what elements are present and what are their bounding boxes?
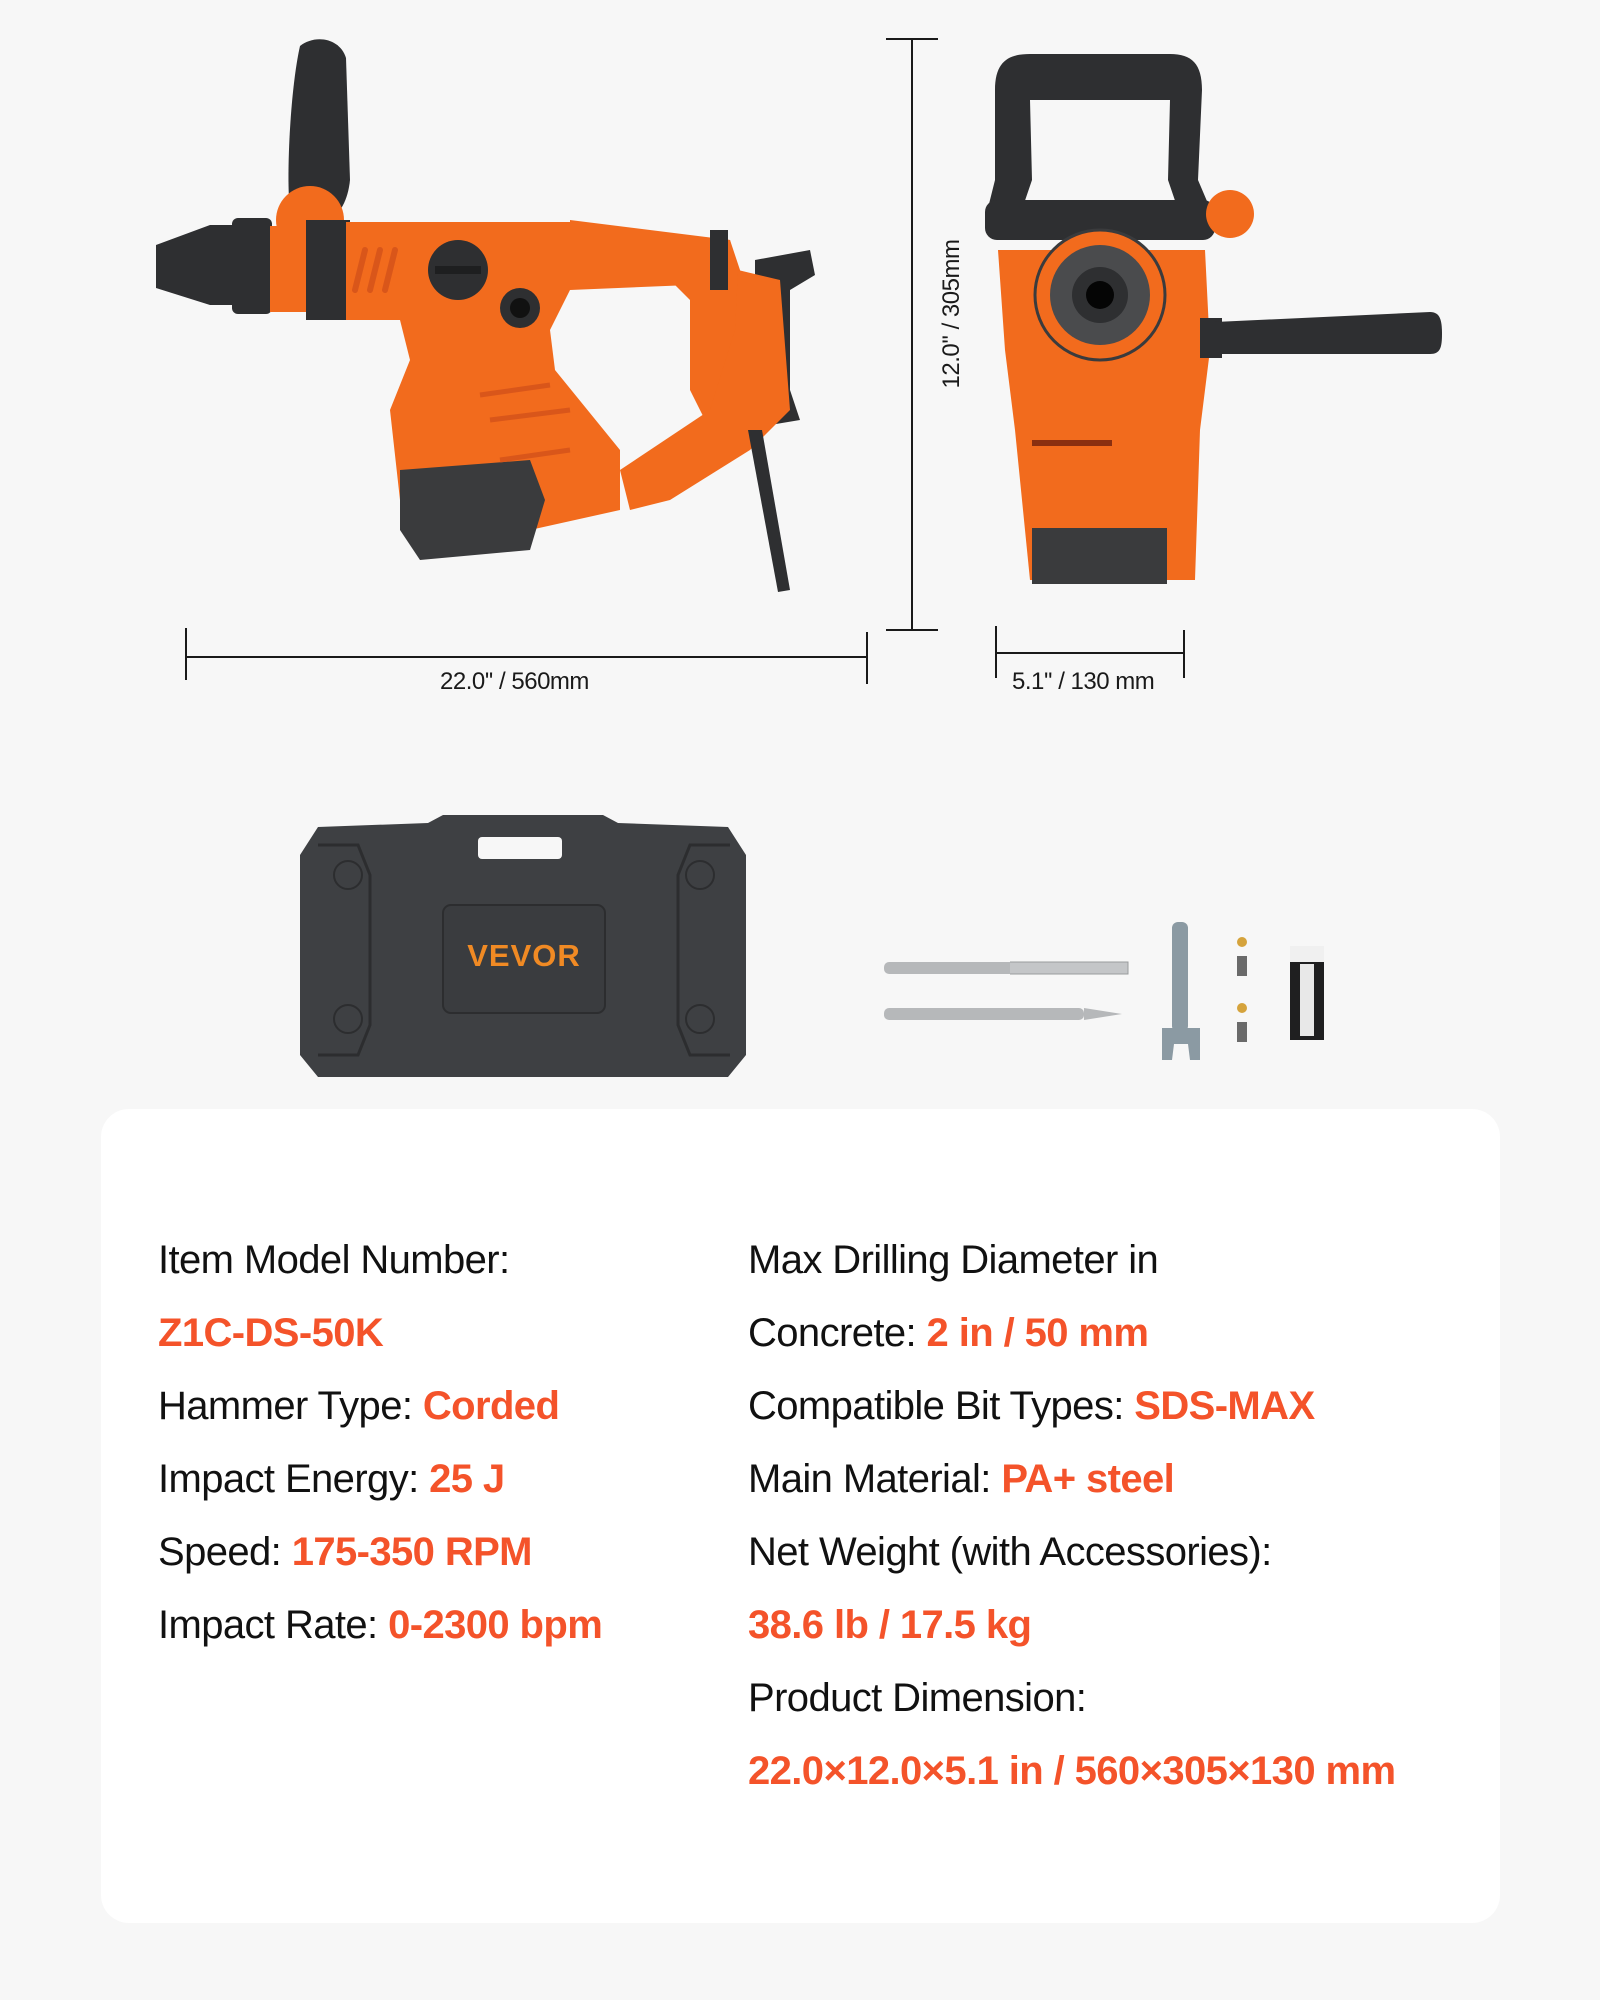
wrench-icon bbox=[1162, 922, 1200, 1060]
carry-case-image bbox=[298, 815, 750, 1087]
case-brand-logo: VEVOR bbox=[467, 938, 581, 973]
accessories-image bbox=[870, 900, 1350, 1080]
spec-impact-energy: Impact Energy: 25 J bbox=[158, 1457, 505, 1501]
rotary-hammer-side-view-image bbox=[150, 30, 850, 630]
spec-net-weight-label: Net Weight (with Accessories): bbox=[748, 1530, 1272, 1574]
length-dim-tick-left bbox=[185, 628, 187, 680]
length-dim-label: 22.0'' / 560mm bbox=[440, 668, 589, 695]
spec-product-dimension-value: 22.0×12.0×5.1 in / 560×305×130 mm bbox=[748, 1749, 1396, 1793]
width-dim-line bbox=[995, 652, 1185, 654]
specs-left-column bbox=[158, 1224, 602, 1662]
spec-main-material: Main Material: PA+ steel bbox=[748, 1457, 1175, 1501]
spec-hammer-type: Hammer Type: Corded bbox=[158, 1384, 560, 1428]
lubricant-tube-icon bbox=[1290, 946, 1324, 1040]
spec-speed: Speed: 175-350 RPM bbox=[158, 1530, 532, 1574]
spec-net-weight-value: 38.6 lb / 17.5 kg bbox=[748, 1603, 1032, 1647]
rotary-hammer-front-view-image bbox=[970, 50, 1450, 630]
length-dim-tick-right bbox=[866, 632, 868, 684]
carbon-brush-icon bbox=[1237, 937, 1247, 1042]
height-dim-label: 12.0'' / 305mm bbox=[938, 239, 965, 389]
spec-product-dimension-label: Product Dimension: bbox=[748, 1676, 1087, 1720]
spec-item-model-label: Item Model Number: bbox=[158, 1238, 510, 1282]
side-handle-icon bbox=[1215, 312, 1442, 354]
point-chisel-icon bbox=[884, 1008, 1122, 1020]
specifications-card bbox=[101, 1109, 1500, 1923]
spec-item-model-value: Z1C-DS-50K bbox=[158, 1311, 384, 1355]
length-dim-line bbox=[185, 656, 868, 658]
width-dim-tick-right bbox=[1183, 630, 1185, 678]
spec-max-drilling-value: Concrete: 2 in / 50 mm bbox=[748, 1311, 1149, 1355]
width-dim-label: 5.1'' / 130 mm bbox=[1012, 668, 1155, 695]
specs-right-column bbox=[748, 1224, 1395, 1808]
spec-max-drilling-label: Max Drilling Diameter in bbox=[748, 1238, 1159, 1282]
drill-bit-icon bbox=[884, 962, 1128, 974]
height-dim-line bbox=[911, 38, 913, 631]
spec-compatible-bits: Compatible Bit Types: SDS-MAX bbox=[748, 1384, 1315, 1428]
spec-impact-rate: Impact Rate: 0-2300 bpm bbox=[158, 1603, 603, 1647]
